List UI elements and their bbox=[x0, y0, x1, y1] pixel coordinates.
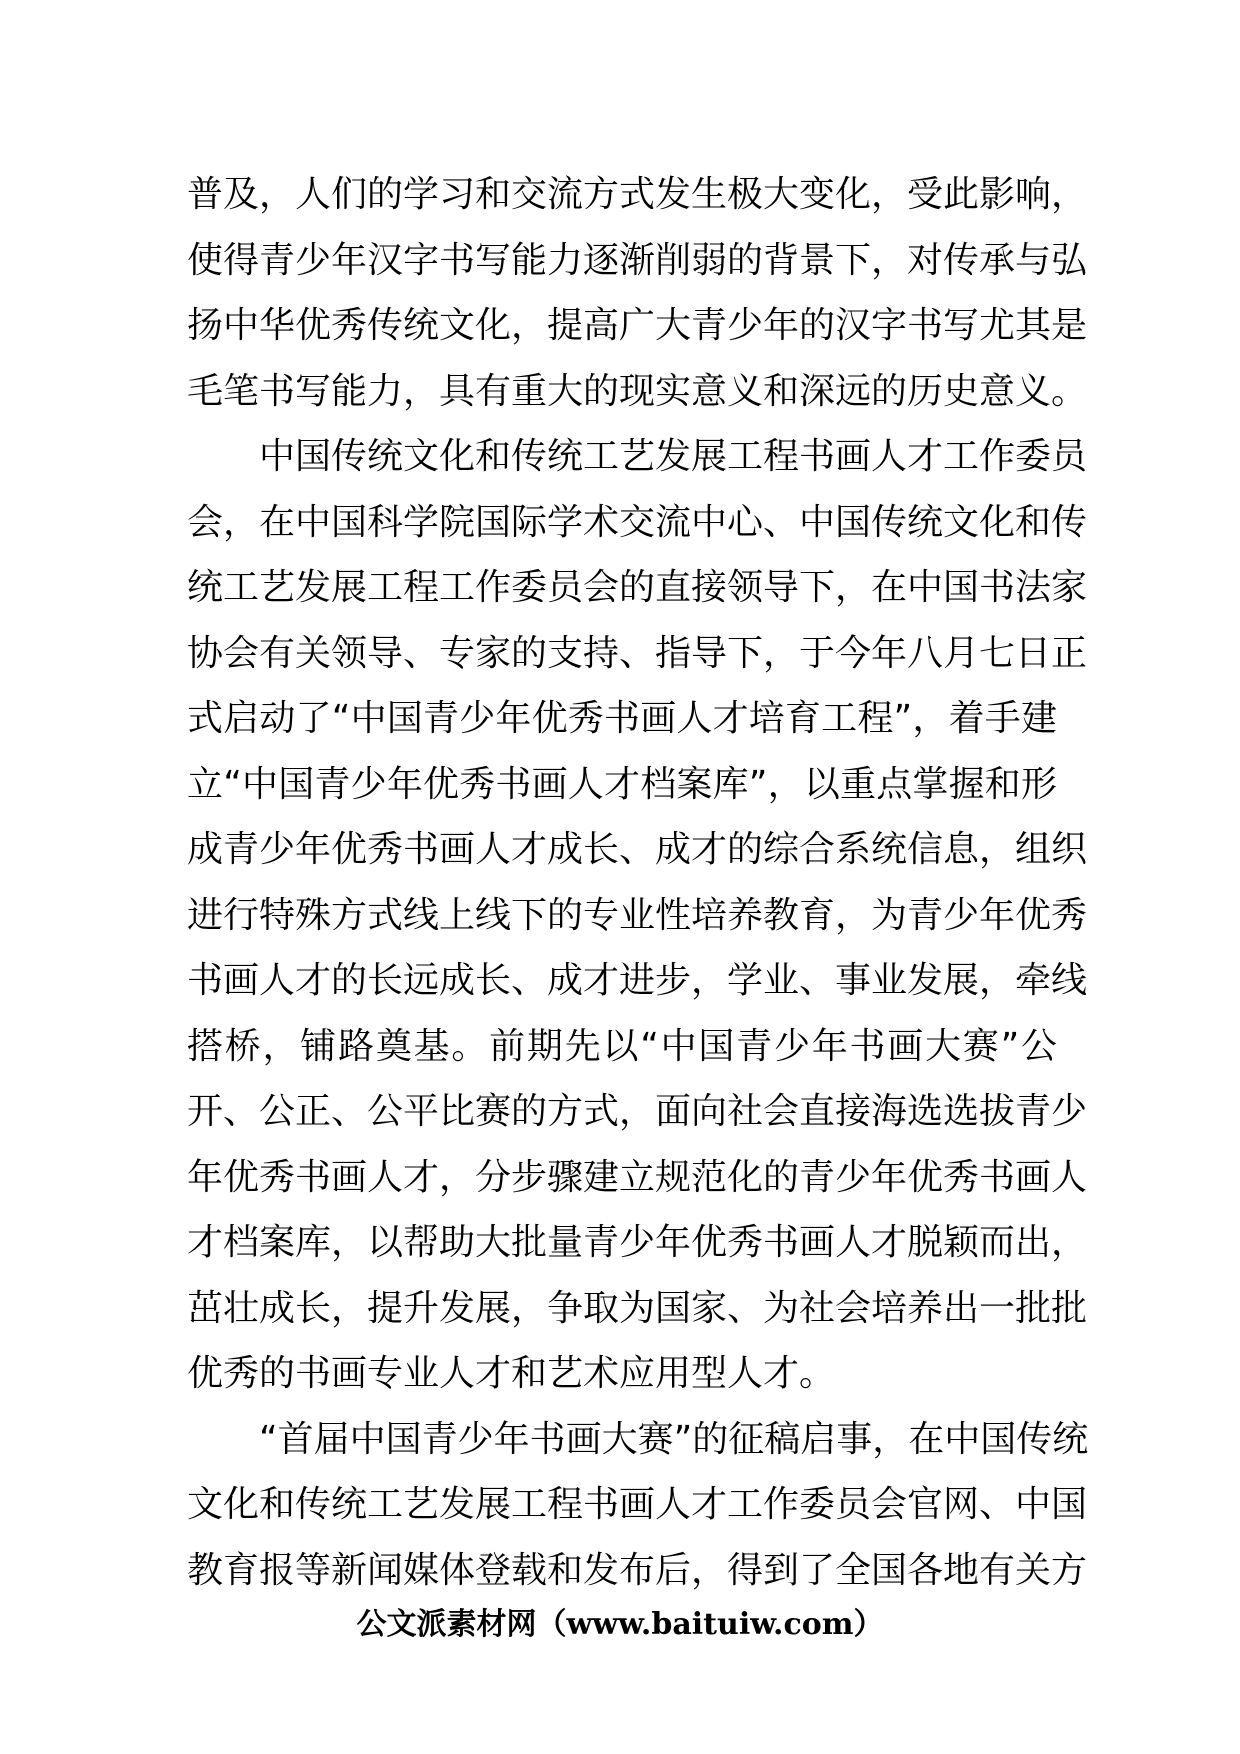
footer-watermark: 公文派素材网（www.baituiw.com） bbox=[356, 1607, 884, 1642]
text-line: 成青少年优秀书画人才成长、成才的综合系统信息，组织 bbox=[187, 829, 1088, 870]
paragraph-2 bbox=[187, 424, 1088, 1407]
text-line: 才档案库，以帮助大批量青少年优秀书画人才脱颖而出， bbox=[187, 1222, 1088, 1263]
text-line: 茁壮成长，提升发展，争取为国家、为社会培养出一批批 bbox=[187, 1287, 1088, 1329]
text-line: 协会有关领导、专家的支持、指导下，于今年八月七日正 bbox=[187, 632, 1088, 674]
document-body bbox=[187, 162, 1089, 1603]
text-line: 会，在中国科学院国际学术交流中心、中国传统文化和传 bbox=[187, 501, 1088, 543]
text-line: 统工艺发展工程工作委员会的直接领导下，在中国书法家 bbox=[187, 567, 1088, 608]
text-line: 搭桥，铺路奠基。前期先以“中国青少年书画大赛”公 bbox=[187, 1025, 1057, 1067]
text-line: 扬中华优秀传统文化，提高广大青少年的汉字书写尤其是 bbox=[187, 305, 1088, 346]
text-line: 文化和传统工艺发展工程书画人才工作委员会官网、中国 bbox=[187, 1484, 1088, 1525]
text-line: 进行特殊方式线上线下的专业性培养教育，为青少年优秀 bbox=[187, 894, 1088, 936]
text-line: “首届中国青少年书画大赛”的征稿启事，在中国传统 bbox=[259, 1418, 1089, 1460]
text-line: 年优秀书画人才，分步骤建立规范化的青少年优秀书画人 bbox=[187, 1156, 1088, 1198]
text-line: 普及，人们的学习和交流方式发生极大变化，受此影响， bbox=[187, 174, 1088, 215]
text-line: 使得青少年汉字书写能力逐渐削弱的背景下，对传承与弘 bbox=[187, 239, 1088, 281]
text-line: 优秀的书画专业人才和艺术应用型人才。 bbox=[187, 1353, 836, 1394]
text-line: 式启动了“中国青少年优秀书画人才培育工程”，着手建 bbox=[187, 698, 1057, 739]
text-line: 立“中国青少年优秀书画人才档案库”，以重点掌握和形 bbox=[187, 763, 1057, 805]
text-line: 中国传统文化和传统工艺发展工程书画人才工作委员 bbox=[259, 436, 1088, 477]
text-line: 毛笔书写能力，具有重大的现实意义和深远的历史意义。 bbox=[187, 370, 1088, 412]
paragraph-1 bbox=[187, 162, 1088, 424]
text-line: 教育报等新闻媒体登载和发布后，得到了全国各地有关方 bbox=[187, 1549, 1088, 1591]
text-line: 书画人才的长远成长、成才进步，学业、事业发展，牵线 bbox=[187, 960, 1088, 1001]
text-line: 开、公正、公平比赛的方式，面向社会直接海选选拔青少 bbox=[187, 1091, 1088, 1132]
paragraph-3 bbox=[187, 1407, 1089, 1604]
